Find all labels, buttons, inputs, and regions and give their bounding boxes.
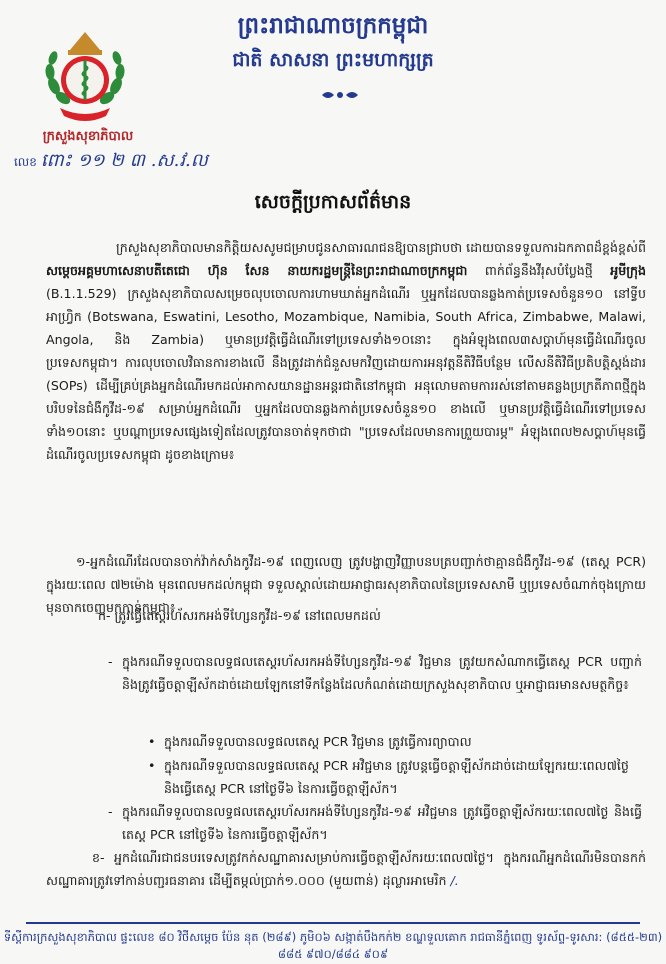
dash-item-positive	[108, 650, 642, 696]
list-item-2	[46, 846, 646, 892]
document-title: សេចក្ដីប្រកាសព័ត៌មាន	[254, 191, 412, 213]
intro-rest: (B.1.1.529) ក្រសួងសុខាភិបាលសម្រេចលុបចោលការហាមឃាត់អ្នកដំណើរ ឬអ្នកដែលបានឆ្លងកាត់ប្រទេសចំនួន១០ នៅទ្វីបអាហ្វ្រិក (Botswana, Eswatini, Lesotho, Mozambique, Namibia, South Africa, Zimbabwe, Malawi, Angola, និង Zambia) ឬមានប្រវត្តិធ្វើដំណើរទៅប្រទេសទាំង១០នោះ ក្នុងអំឡុងពេល៣សប្តាហ៍មុនធ្វើដំណើរចូលប្រទេសកម្ពុជា។ ការលុបចោលវិធានការខាងលើ នឹងត្រូវដាក់ជំនួសមកវិញដោយការអនុវត្តនីតិវិធីបន្ថែម លើសនីតិវិធីប្រតិបត្តិស្តង់ដារ (SOPs) ដើម្បីគ្រប់គ្រងអ្នកដំណើរមកដល់អាកាសយានដ្ឋានអន្តរជាតិនៅកម្ពុជា អនុលោមតាមការរស់នៅតាមគន្លងប្រក្រតីភាពថ្មីក្នុងបរិបទនៃជំងឺកូវីដ-១៩ សម្រាប់អ្នកដំណើរ ឬអ្នកដែលបានឆ្លងកាត់ប្រទេសចំនួន១០ ខាងលើ ឬមានប្រវត្តិធ្វើដំណើរទៅប្រទេសទាំង១០នោះ ឬបណ្តាប្រទេសផ្សេងទៀតដែលត្រូវបានចាត់ទុកថាជា "ប្រទេសដែលមានការព្រួយបារម្ភ" អំឡុងពេល២សប្តាហ៍មុនធ្វើដំណើរចូលប្រទេសកម្ពុជា ដូចខាងក្រោម៖	[46, 286, 646, 462]
bullet-item-pcr-negative	[148, 754, 638, 800]
ornament-divider-icon	[320, 86, 360, 105]
intro-variant: អូមីក្រុង	[610, 263, 646, 278]
intro-paragraph	[46, 236, 646, 466]
bullet-icon: •	[148, 758, 156, 773]
intro-lead: ក្រសួងសុខាភិបាលមានកិត្តិយសសូមជម្រាបជូនសាធារណជនឱ្យបានជ្រាបថា ដោយបានទទួលការឯកភាពដ៏ខ្ពង់ខ្ពស់ពី	[116, 240, 647, 255]
dash-mark: -	[108, 804, 113, 819]
kingdom-heading: ព្រះរាជាណាចក្រកម្ពុជា	[237, 12, 429, 39]
footer-divider	[26, 922, 640, 924]
reference-handwritten: ពោះ ១១ ២ ៣ .ស.វ.ល	[40, 150, 208, 171]
footer-address: ទីស្តីការក្រសួងសុខាភិបាល ផ្ទះលេខ ៨០ វិថីសម្តេច ប៉ែន នុត (២៨៩) ភូមិ០៦ សង្កាត់បឹងកក់២ ខណ្ឌទួលគោក រាជធានីភ្នំពេញ ទូរស័ព្ទ-ទូរសារ: (៨៥៥-២៣) ៨៨៥ ៩៧០/៨៨៤ ៩០៩	[3, 930, 663, 961]
bullet-item-pcr-positive-text: ក្នុងករណីទទួលបានលទ្ធផលតេស្ត PCR វិជ្ជមាន ត្រូវធ្វើការព្យាបាល	[164, 734, 472, 749]
bullet-item-pcr-negative-text: ក្នុងករណីទទួលបានលទ្ធផលតេស្ត PCR អវិជ្ជមាន ត្រូវបន្តធ្វើចត្តាឡីស័កដាច់ដោយឡែករយៈពេល៧ថ្ងៃ និងធ្វើតេស្ត PCR នៅថ្ងៃទី៦ នៃការធ្វើចត្តាឡីស័ក។	[164, 758, 629, 796]
list-item-1: ១-អ្នកដំណើរដែលបានចាក់វ៉ាក់សាំងកូវីដ-១៩ ពេញលេញ ត្រូវបង្ហាញវិញ្ញាបនបត្របញ្ជាក់ថាគ្មានជំងឺកូវីដ-១៩ (តេស្ត PCR) ក្នុងរយៈពេល ៧២ម៉ោង មុនពេលមកដល់កម្ពុជា ទទួលស្គាល់ដោយអាជ្ញាធរសុខាភិបាលនៃប្រទេសសាមី ឬប្រទេសចំណាក់ចុងក្រោយមុនចាកចេញមកកាន់កម្ពុជា៖	[46, 554, 646, 615]
dash-item-positive-text: ក្នុងករណីទទួលបានលទ្ធផលតេស្តរហ័សរកអង់ទីហ្សែនកូវីដ-១៩ វិជ្ជមាន ត្រូវយកសំណាកធ្វើតេស្ត PCR បញ្ជាក់ និងត្រូវធ្វើចត្តាឡីស័កដាច់ដោយឡែកនៅទីកន្លែងដែលកំណត់ដោយក្រសួងសុខាភិបាល ឬអាជ្ញាធរមានសមត្ថកិច្ច៖	[122, 654, 642, 692]
ministry-name: ក្រសួងសុខាភិបាល	[42, 129, 134, 144]
dash-item-negative-text: ក្នុងករណីទទួលបានលទ្ធផលតេស្តរហ័សរកអង់ទីហ្សែនកូវីដ-១៩ អវិជ្ជមាន ត្រូវធ្វើចត្តាឡីស័ករយៈពេល៧ថ្ងៃ និងធ្វើតេស្ត PCR នៅថ្ងៃទី៦ នៃការធ្វើចត្តាឡីស័ក។	[122, 804, 642, 842]
reference-label: លេខ	[14, 155, 37, 169]
intro-bold-authority: សម្តេចអគ្គមហាសេនាបតីតេជោ ហ៊ុន សែន នាយករដ្ឋមន្ត្រីនៃព្រះរាជាណាចក្រកម្ពុជា	[46, 263, 468, 278]
national-motto: ជាតិ សាសនា ព្រះមហាក្សត្រ	[232, 49, 434, 71]
bullet-icon: •	[148, 734, 156, 749]
dash-item-negative	[108, 800, 642, 846]
sub-item-ka: ក- ត្រូវធ្វើតេស្តរហ័សរកអង់ទីហ្សែនកូវីដ-១៩ នៅពេលមកដល់	[98, 608, 381, 623]
intro-mid: ពាក់ព័ន្ធនឹងវីរុសបំប្លែងថ្មី	[467, 263, 611, 278]
list-item-2-text: ខ- អ្នកដំណើរជាជនបរទេសត្រូវកក់សណ្ឋាគារសម្រាប់ការធ្វើចត្តាឡីស័ករយៈពេល៧ថ្ងៃ។ ក្នុងករណីអ្នកដំណើរមិនបានកក់សណ្ឋាគារត្រូវទៅកាន់បញ្ជរធនាគារ ដើម្បីតម្កល់ប្រាក់១.០០០ (មួយពាន់) ដុល្លារអាមេរិក	[46, 850, 646, 888]
page-continue-mark: /.	[450, 873, 459, 888]
dash-mark: -	[108, 654, 113, 669]
reference-number	[14, 148, 208, 175]
bullet-item-pcr-positive	[148, 730, 638, 753]
